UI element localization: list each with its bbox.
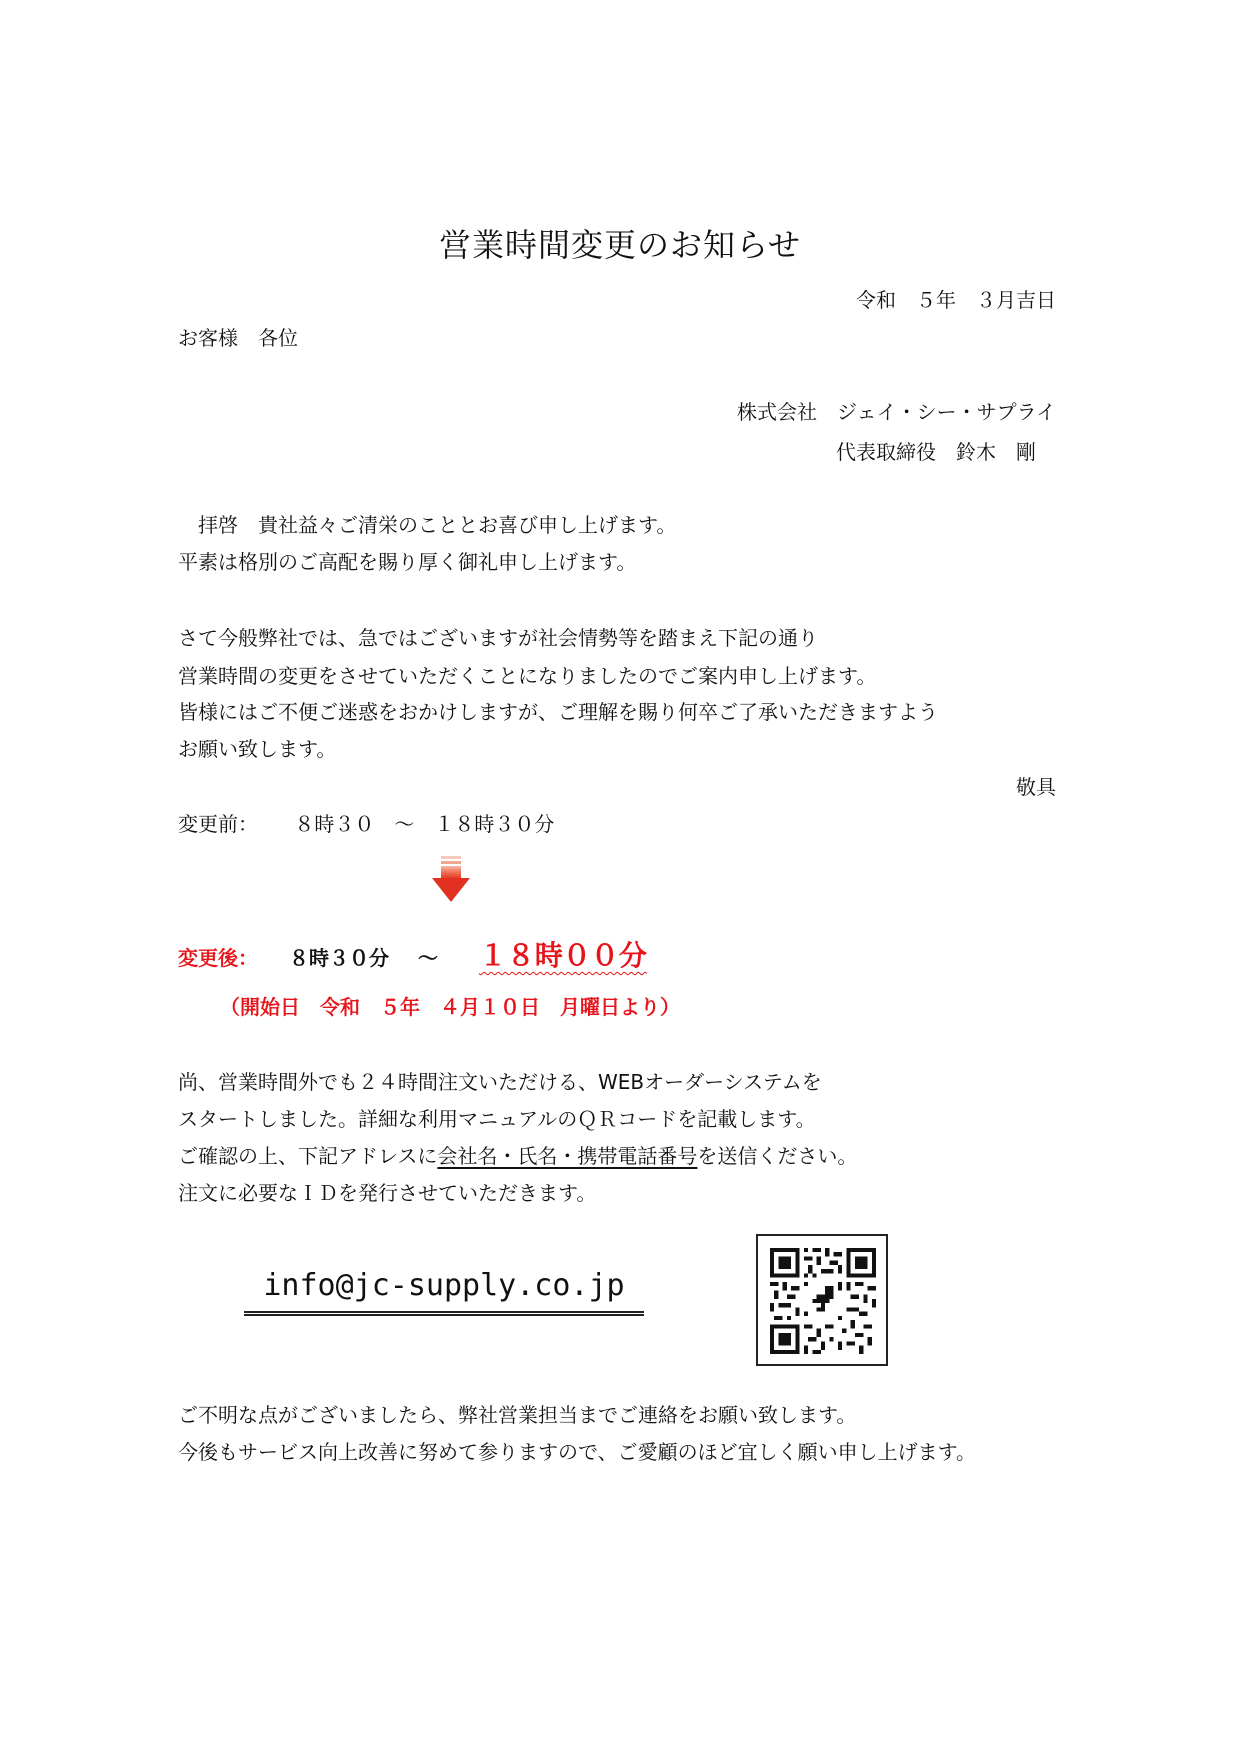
qr-code[interactable] [756, 1234, 888, 1366]
body-line-3: 皆様にはご不便ご迷惑をおかけしますが、ご理解を賜り何卒ご了承いただきますよう [178, 700, 938, 724]
document-date: 令和 ５年 ３月吉日 [856, 288, 1056, 312]
sender-representative: 代表取締役 鈴木 剛 [836, 440, 1036, 464]
body-line-1: さて今般弊社では、急ではございますが社会情勢等を踏まえ下記の通り [178, 626, 818, 650]
before-hours: ８時３０ ～ １８時３０分 [294, 812, 555, 836]
after-tilde: ～ [417, 946, 438, 970]
web-order-line-1: 尚、営業時間外でも２４時間注文いただける、WEBオーダーシステムを [178, 1070, 822, 1094]
web-order-line-3 [178, 1144, 857, 1168]
down-arrow-icon [432, 856, 470, 902]
body-line-4: お願い致します。 [178, 737, 337, 761]
body-line-2: 営業時間の変更をさせていただくことになりましたのでご案内申し上げます。 [178, 664, 877, 688]
greeting-line-2: 平素は格別のご高配を賜り厚く御礼申し上げます。 [178, 550, 637, 574]
footer-line-1: ご不明な点がございましたら、弊社営業担当までご連絡をお願い致します。 [178, 1403, 857, 1427]
footer-line-2: 今後もサービス向上改善に努めて参りますので、ご愛顧のほど宜しく願い申し上げます。 [178, 1440, 976, 1464]
after-hours-row [178, 940, 647, 974]
recipient: お客様 各位 [178, 326, 298, 350]
sender-company: 株式会社 ジェイ・シー・サプライ [737, 400, 1056, 424]
web-order-line-3-suffix: を送信ください。 [697, 1144, 858, 1168]
web-order-line-3-prefix: ご確認の上、下記アドレスに [178, 1144, 438, 1168]
after-label: 変更後： [178, 946, 258, 970]
email-address[interactable]: info@jc-supply.co.jp [244, 1268, 644, 1316]
after-end: １８時００分 [478, 939, 647, 972]
document-title: 営業時間変更のお知らせ [438, 226, 802, 264]
closing: 敬具 [1016, 775, 1056, 799]
greeting-line-1: 拝啓 貴社益々ご清栄のこととお喜び申し上げます。 [178, 513, 677, 537]
required-info: 会社名・氏名・携帯電話番号 [437, 1144, 698, 1168]
web-order-line-4: 注文に必要なＩＤを発行させていただきます。 [178, 1181, 597, 1205]
after-start-date: （開始日 令和 ５年 ４月１０日 月曜日より） [220, 995, 680, 1019]
after-start: ８時３０分 [288, 946, 389, 970]
web-order-line-2: スタートしました。詳細な利用マニュアルのＱＲコードを記載します。 [178, 1107, 816, 1131]
qr-code-icon [770, 1248, 876, 1354]
before-label: 変更前： [178, 812, 258, 836]
before-hours-row [178, 812, 554, 836]
